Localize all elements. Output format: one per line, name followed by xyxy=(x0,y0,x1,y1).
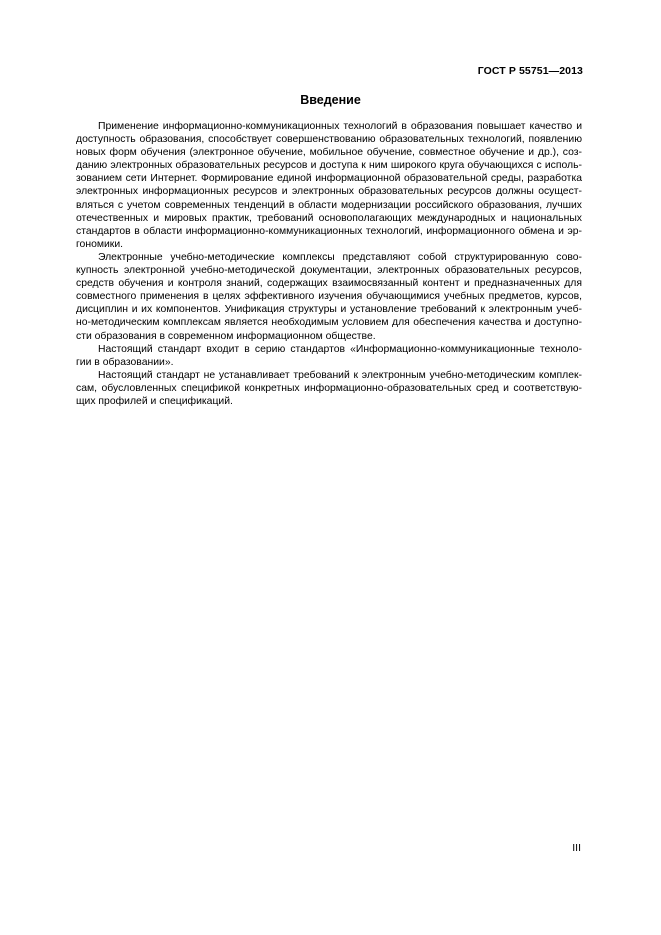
text-line: сти образования в современном информационном обществе. xyxy=(76,330,376,342)
text-line: Применение информационно-коммуникационных технологий в образования повышает качество и xyxy=(98,121,582,132)
text-line: вляться с учетом современных тенденций в области модернизации российского образования, лучших xyxy=(76,199,582,211)
text-line: стандартов в области информационно-коммуникационных технологий, информационного обмена и эр- xyxy=(76,225,582,237)
text-line: зованием сети Интернет. Формирование единой информационной образовательной среды, разработка xyxy=(76,173,582,185)
text-line: гии в образовании». xyxy=(76,356,174,368)
text-line: гономики. xyxy=(76,238,124,250)
text-line: доступность образования, способствует совершенствованию образовательных технологий, появлению xyxy=(76,134,582,146)
text-line: совместного применения в целях эффективного изучения обучающимися учебных предметов, курсов, xyxy=(76,291,582,303)
text-line: щих профилей и спецификаций. xyxy=(76,395,233,407)
section-title: Введение xyxy=(300,93,361,107)
text-line: новых форм обучения (электронное обучение, мобильное обучение, совместное обучение и др.), соз- xyxy=(76,147,582,159)
introduction-body xyxy=(76,120,582,408)
text-line: данию электронных образовательных ресурсов и доступа к ним широкого круга обучающихся с исполь- xyxy=(76,160,582,172)
document-code: ГОСТ Р 55751—2013 xyxy=(477,65,583,77)
text-line: электронных информационных ресурсов и электронных образовательных ресурсов должны осущест- xyxy=(76,186,582,198)
text-line: купность электронной учебно-методической документации, электронных образовательных ресурсов, xyxy=(76,265,582,277)
text-line: отечественных и мировых практик, требований основополагающих международных и национальных xyxy=(76,212,582,224)
paragraph xyxy=(76,369,582,408)
text-line: Электронные учебно-методические комплексы представляют собой структурированную сово- xyxy=(98,251,582,263)
text-line: сам, обусловленных спецификой конкретных информационно-образовательных сред и соответствую- xyxy=(76,382,582,394)
paragraph xyxy=(76,343,582,369)
text-line: Настоящий стандарт входит в серию стандартов «Информационно-коммуникационные техноло- xyxy=(98,343,582,355)
page-number: III xyxy=(572,842,581,854)
text-line: но-методическим комплексам является необходимым условием для обеспечения качества и доступно- xyxy=(76,317,582,329)
paragraph xyxy=(76,251,582,343)
text-line: Настоящий стандарт не устанавливает требований к электронным учебно-методическим комплек- xyxy=(98,369,582,381)
paragraph xyxy=(76,120,582,251)
text-line: дисциплин и их компонентов. Унификация структуры и установление требований к электронным учеб- xyxy=(76,304,582,316)
text-line: средств обучения и контроля знаний, содержащих взаимосвязанный контент и предназначенных для xyxy=(76,278,582,290)
